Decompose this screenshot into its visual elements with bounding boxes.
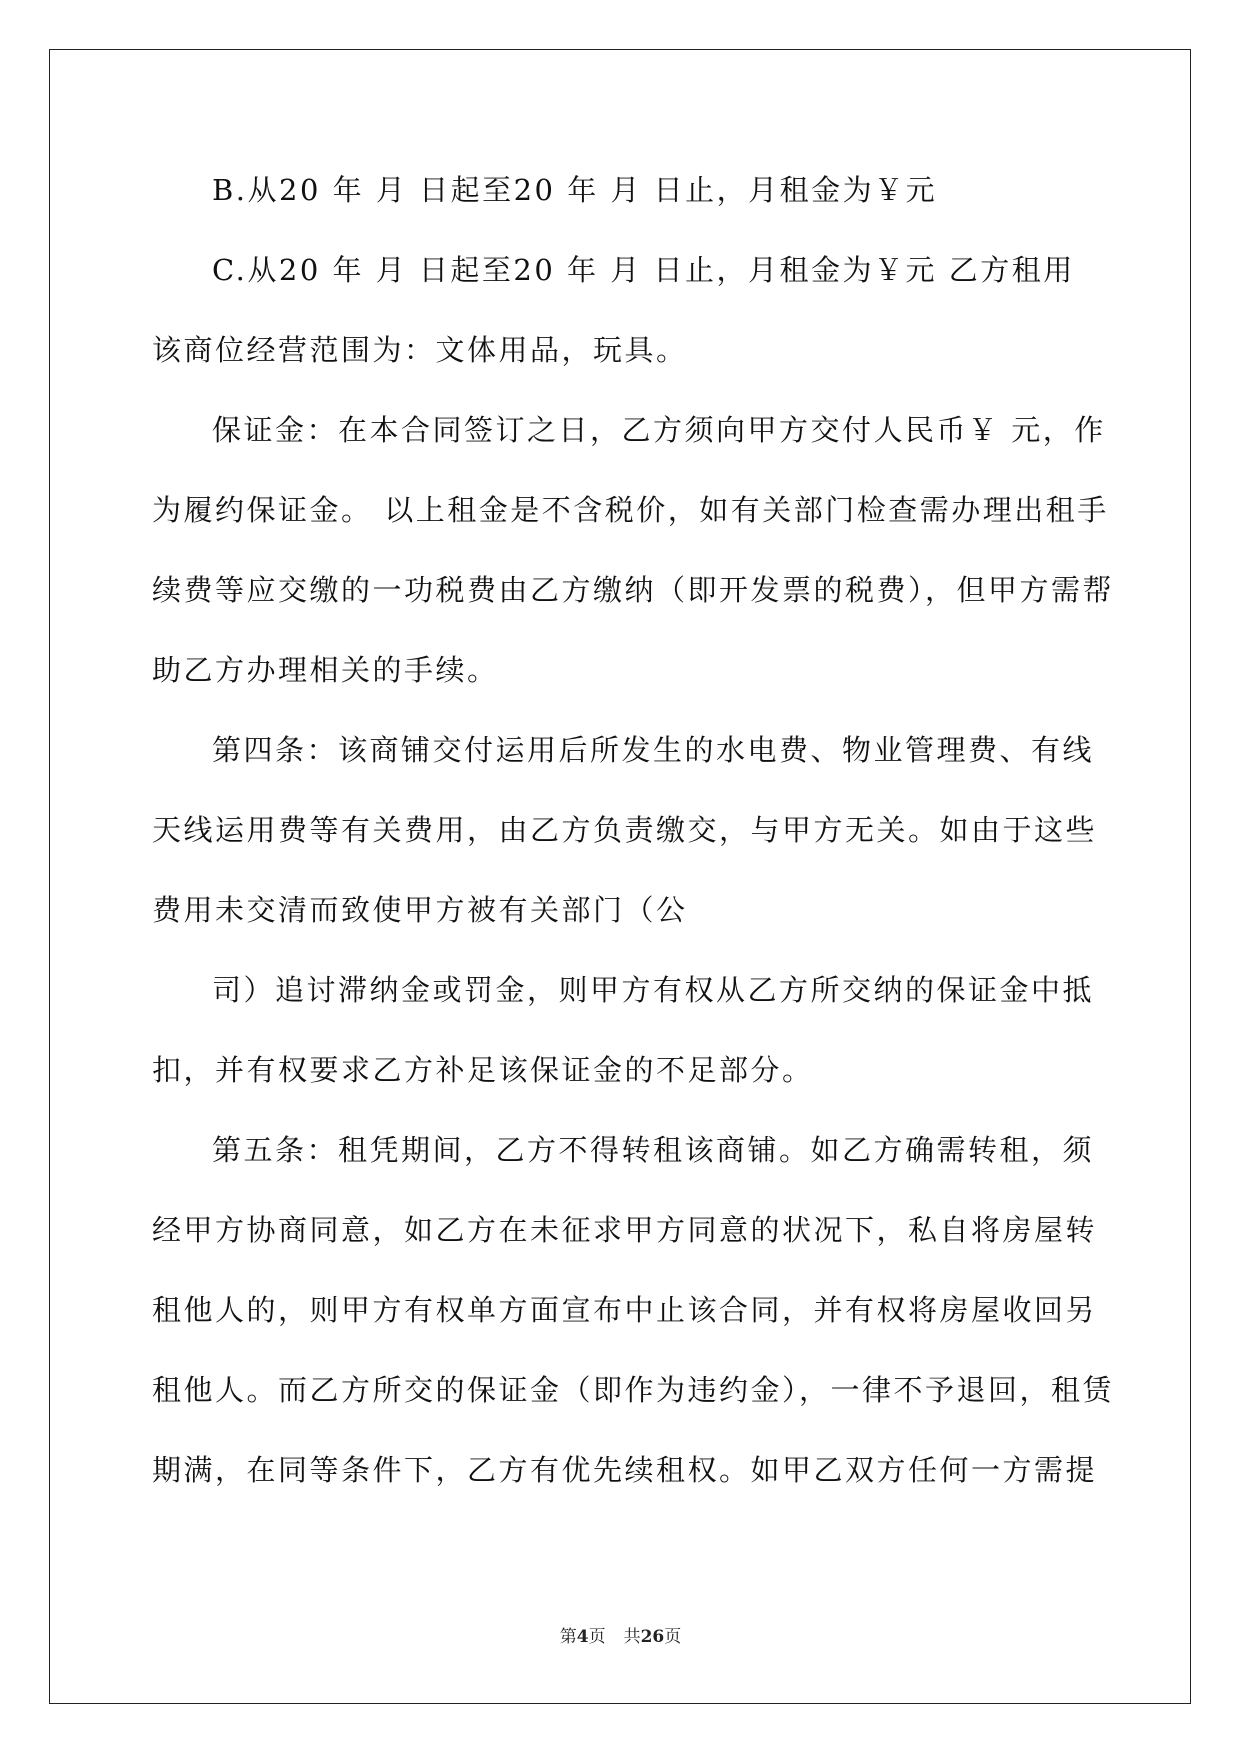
total-suffix: 页 xyxy=(664,1627,682,1647)
text-line: 天线运用费等有关费用，由乙方负责缴交，与甲方无关。如由于这些 xyxy=(152,813,1098,847)
total-pages: 26 xyxy=(640,1627,665,1647)
text-line: 期满，在同等条件下，乙方有优先续租权。如甲乙双方任何一方需提 xyxy=(152,1453,1098,1487)
text-line: 扣，并有权要求乙方补足该保证金的不足部分。 xyxy=(152,1053,814,1087)
page-suffix: 页 xyxy=(588,1627,606,1647)
text-line: 第四条：该商铺交付运用后所发生的水电费、物业管理费、有线 xyxy=(212,733,1095,767)
text-line: 保证金：在本合同签订之日，乙方须向甲方交付人民币￥ 元，作 xyxy=(212,413,1106,447)
page-number: 4 xyxy=(576,1627,589,1647)
text-line: B.从20 年 月 日起至20 年 月 日止，月租金为￥元 xyxy=(212,173,938,207)
text-line: 经甲方协商同意，如乙方在未征求甲方同意的状况下，私自将房屋转 xyxy=(152,1213,1098,1247)
text-line: 租他人的，则甲方有权单方面宣布中止该合同，并有权将房屋收回另 xyxy=(152,1293,1098,1327)
text-line: 第五条：租凭期间，乙方不得转租该商铺。如乙方确需转租，须 xyxy=(212,1133,1095,1167)
text-line: C.从20 年 月 日起至20 年 月 日止，月租金为￥元 乙方租用 xyxy=(212,253,1075,287)
page-footer xyxy=(0,1625,1241,1649)
text-line: 租他人。而乙方所交的保证金（即作为违约金），一律不予退回，租赁 xyxy=(152,1373,1115,1407)
total-prefix: 共 xyxy=(623,1627,641,1647)
page-prefix: 第 xyxy=(559,1627,577,1647)
text-line: 该商位经营范围为：文体用品，玩具。 xyxy=(152,333,688,367)
text-line: 续费等应交缴的一功税费由乙方缴纳（即开发票的税费），但甲方需帮 xyxy=(152,573,1115,607)
text-line: 费用未交清而致使甲方被有关部门（公 xyxy=(152,893,688,927)
text-line: 为履约保证金。 以上租金是不含税价，如有关部门检查需办理出租手 xyxy=(152,493,1109,527)
text-line: 助乙方办理相关的手续。 xyxy=(152,653,499,687)
text-line: 司）追讨滞纳金或罚金，则甲方有权从乙方所交纳的保证金中抵 xyxy=(212,973,1095,1007)
